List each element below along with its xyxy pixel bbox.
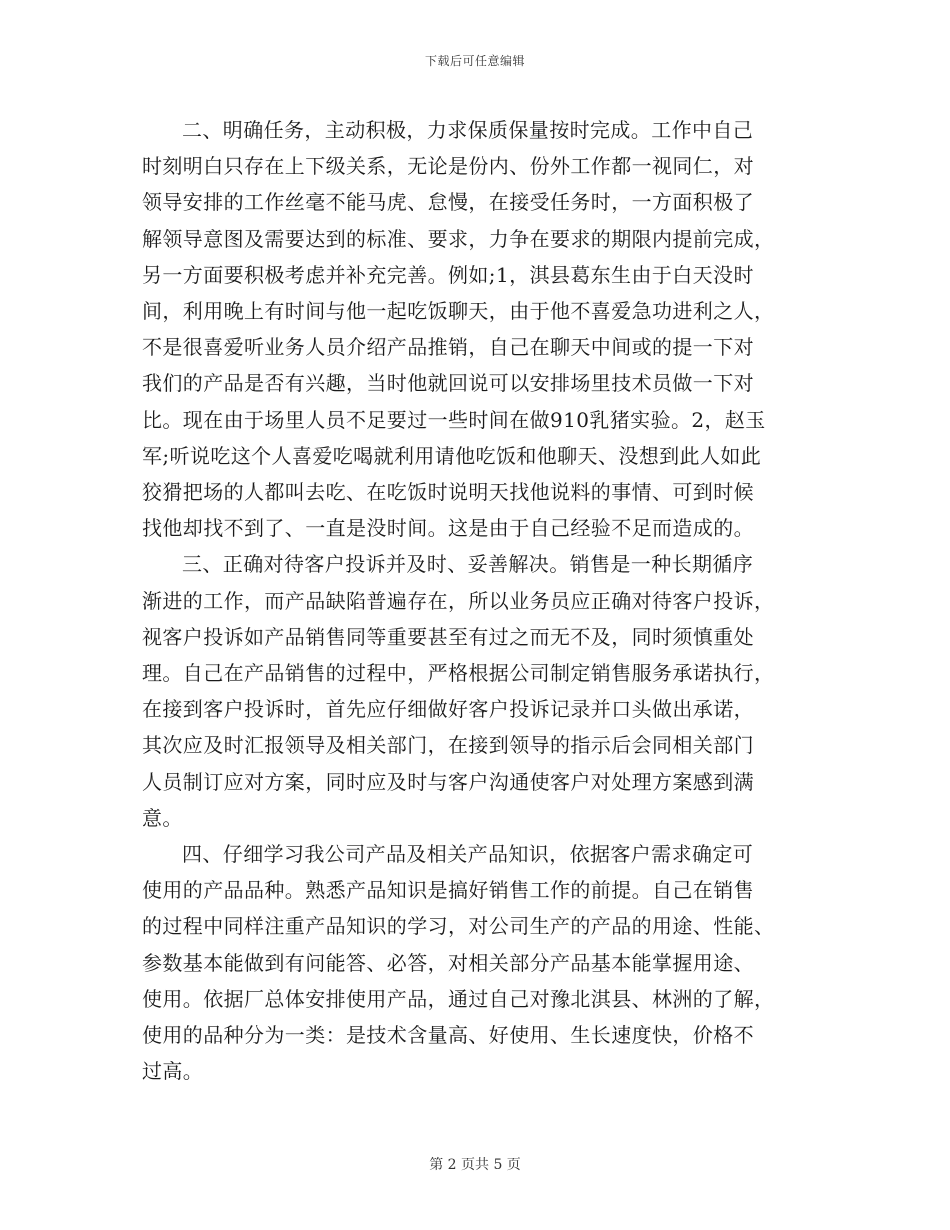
text-line: 找他却找不到了、一直是没时间。这是由于自己经验不足而造成的。: [142, 516, 754, 541]
paragraph-tasks: [142, 112, 810, 546]
text-line: 视客户投诉如产品销售同等重要甚至有过之而无不及，同时须慎重处: [142, 624, 754, 649]
text-line: 比。现在由于场里人员不足要过一些时间在做910乳猪实验。2，赵玉: [142, 407, 766, 432]
text-line: 使用的产品品种。熟悉产品知识是搞好销售工作的前提。自己在销售: [142, 878, 754, 903]
paragraph-complaints: [142, 546, 810, 836]
text-line: 领导安排的工作丝毫不能马虎、怠慢，在接受任务时，一方面积极了: [142, 190, 754, 215]
text-line: 另一方面要积极考虑并补充完善。例如;1，淇县葛东生由于白天没时: [142, 262, 754, 287]
paragraph-product-knowledge: [142, 836, 810, 1089]
text-line: 其次应及时汇报领导及相关部门，在接到领导的指示后会同相关部门: [142, 733, 754, 758]
text-line: 军;听说吃这个人喜爱吃喝就利用请他吃饭和他聊天、没想到此人如此: [142, 443, 762, 468]
document-body: [142, 112, 810, 1089]
text-line: 过高。: [142, 1059, 204, 1084]
page-number: 第 2 页共 5 页: [429, 1157, 521, 1173]
text-line: 三、正确对待客户投诉并及时、妥善解决。销售是一种长期循序: [182, 552, 754, 577]
text-line: 渐进的工作，而产品缺陷普遍存在，所以业务员应正确对待客户投诉，: [142, 588, 775, 613]
text-line: 时刻明白只存在上下级关系，无论是份内、份外工作都一视同仁，对: [142, 154, 754, 179]
page-header: 下载后可任意编辑: [424, 54, 525, 68]
text-line: 理。自己在产品销售的过程中，严格根据公司制定销售服务承诺执行，: [142, 661, 775, 686]
text-line: 的过程中同样注重产品知识的学习，对公司生产的产品的用途、性能、: [142, 914, 775, 939]
text-line: 狡猾把场的人都叫去吃、在吃饭时说明天找他说料的事情、可到时候: [142, 480, 754, 505]
text-line: 参数基本能做到有问能答、必答，对相关部分产品基本能掌握用途、: [142, 950, 754, 975]
text-line: 人员制订应对方案，同时应及时与客户沟通使客户对处理方案感到满: [142, 769, 754, 794]
text-line: 四、仔细学习我公司产品及相关产品知识，依据客户需求确定可: [182, 842, 754, 867]
text-line: 意。: [142, 805, 183, 830]
text-line: 解领导意图及需要达到的标准、要求，力争在要求的期限内提前完成，: [142, 226, 775, 251]
text-line: 间，利用晚上有时间与他一起吃饭聊天，由于他不喜爱急功进利之人，: [142, 299, 775, 324]
text-line: 不是很喜爱听业务人员介绍产品推销，自己在聊天中间或的提一下对: [142, 335, 754, 360]
text-line: 我们的产品是否有兴趣，当时他就回说可以安排场里技术员做一下对: [142, 371, 754, 396]
text-line: 二、明确任务，主动积极，力求保质保量按时完成。工作中自己: [182, 118, 754, 142]
text-line: 使用的品种分为一类：是技术含量高、好使用、生长速度快，价格不: [142, 1023, 754, 1048]
text-line: 在接到客户投诉时，首先应仔细做好客户投诉记录并口头做出承诺，: [142, 697, 754, 722]
text-line: 使用。依据厂总体安排使用产品，通过自己对豫北淇县、林洲的了解，: [142, 986, 775, 1011]
